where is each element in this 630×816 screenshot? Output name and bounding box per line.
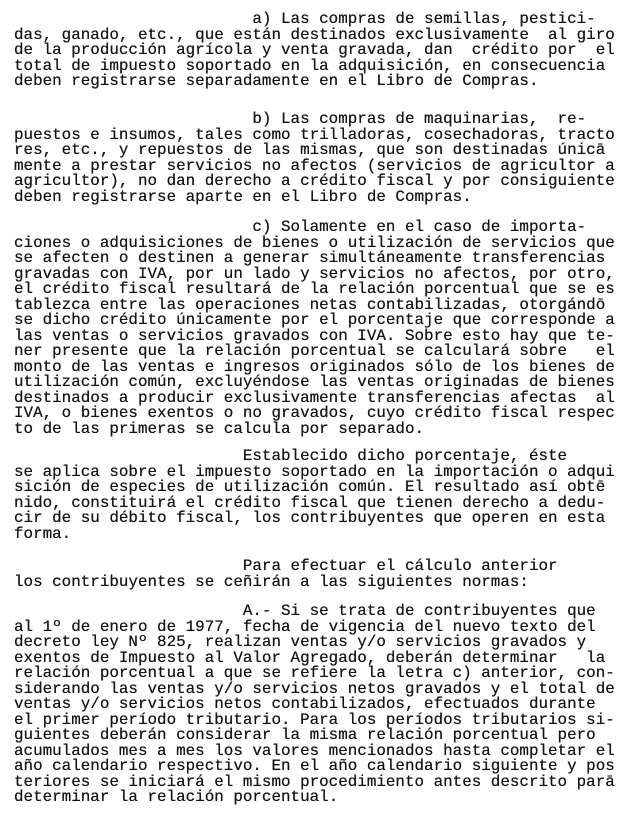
paragraph-establecido [14, 449, 626, 542]
text-line: se dicho crédito únicamente por el porcentaje que corresponde a [14, 311, 615, 329]
text-line: siderando las ventas y/o servicios netos gravados y el total de [14, 679, 615, 698]
text-line: ciones o adquisiciones de bienes o utilización de servicios que [14, 233, 615, 252]
paragraph-para-efectuar [14, 559, 626, 590]
text-line: ner presente que la relación porcentual se calculará sobre el [14, 342, 615, 360]
text-line: decreto ley Nº 825, realizan ventas y/o servicios gravados y [14, 633, 587, 651]
text-line: mente a prestar servicios no afectos (servicios de agricultor a [14, 156, 615, 175]
text-line: destinados a producir exclusivamente transferencias afectas al [14, 388, 615, 407]
text-line: exentos de Impuesto al Valor Agregado, deberán determinar la [14, 648, 606, 667]
text-line: IVA, o bienes exentos o no gravados, cuyo crédito fiscal respec [14, 404, 615, 422]
text-line: deben registrarse aparte en el Libro de Compras. [14, 187, 472, 206]
text-line: forma. [14, 524, 72, 543]
paragraph-A [14, 604, 626, 806]
text-line: de la producción agrícola y venta gravada, dan crédito por el [14, 41, 615, 59]
text-line: gravadas con IVA, por un lado y servicios no afectos, por otro, [14, 264, 615, 283]
text-line: Para efectuar el cálculo anterior [14, 557, 558, 575]
text-line: c) Solamente en el caso de importa- [14, 218, 587, 236]
paragraph-a [14, 12, 626, 90]
text-line: nido, constituirá el crédito fiscal que tienen derecho a dedu- [14, 493, 606, 512]
text-line: tablezca entre las operaciones netas contabilizadas, otorgándō [14, 295, 606, 314]
text-line: a) Las compras de semillas, pestici- [14, 10, 596, 28]
paragraph-b [14, 112, 626, 205]
text-line: guientes deberán considerar la misma relación porcentual pero [14, 726, 596, 744]
text-line: el primer período tributario. Para los períodos tributarios si- [14, 710, 615, 729]
text-line: agricultor), no dan derecho a crédito fiscal y por consiguiente [14, 172, 615, 190]
text-line: ventas y/o servicios netos contabilizados, efectuados durante [14, 695, 596, 713]
text-line: total de impuesto soportado en la adquisición, en consecuencia [14, 56, 606, 75]
text-line: se afecten o destinen a generar simultáneamente transferencias [14, 249, 606, 267]
text-line: relación porcentual a que se refiere la letra c) anterior, con- [14, 664, 615, 682]
text-line: se aplica sobre el impuesto soportado en la importación o adqui [14, 462, 615, 481]
text-line: teriores se iniciará el mismo procedimiento antes descrito parā [14, 772, 615, 791]
text-line: las ventas o servicios gravados con IVA. Sobre esto hay que te- [14, 326, 615, 345]
text-line: utilización común, excluyéndose las ventas originadas de bienes [14, 373, 615, 391]
text-line: res, etc., y repuestos de las mismas, que son destinadas únicā [14, 141, 606, 159]
text-line: puestos e insumos, tales como trilladoras, cosechadoras, tracto [14, 125, 615, 144]
text-line: Establecido dicho porcentaje, éste [14, 447, 568, 465]
text-line: A.- Si se trata de contribuyentes que [14, 602, 596, 620]
paragraph-c [14, 220, 626, 437]
text-line: cir de su débito fiscal, los contribuyentes que operen en esta [14, 509, 606, 527]
text-line: año calendario respectivo. En el año calendario siguiente y pos [14, 757, 615, 775]
text-line: b) Las compras de maquinarias, re- [14, 110, 587, 128]
text-line: to de las primeras se calcula por separado. [14, 419, 425, 438]
text-line: deben registrarse separadamente en el Libro de Compras. [14, 72, 539, 90]
text-line: al 1º de enero de 1977, fecha de vigencia del nuevo texto del [14, 617, 596, 636]
text-line: determinar la relación porcentual. [14, 788, 339, 806]
text-line: das, ganado, etc., que están destinados exclusivamente al giro [14, 25, 615, 44]
text-line: los contribuyentes se ceñirán a las siguientes normas: [14, 572, 529, 591]
text-line: sición de especies de utilización común. El resultado así obtē [14, 478, 606, 496]
text-line: acumulados mes a mes los valores mencionados hasta completar el [14, 741, 615, 760]
text-line: monto de las ventas e ingresos originados sólo de los bienes de [14, 357, 615, 376]
text-line: el crédito fiscal resultará de la relación porcentual que se es [14, 280, 615, 298]
